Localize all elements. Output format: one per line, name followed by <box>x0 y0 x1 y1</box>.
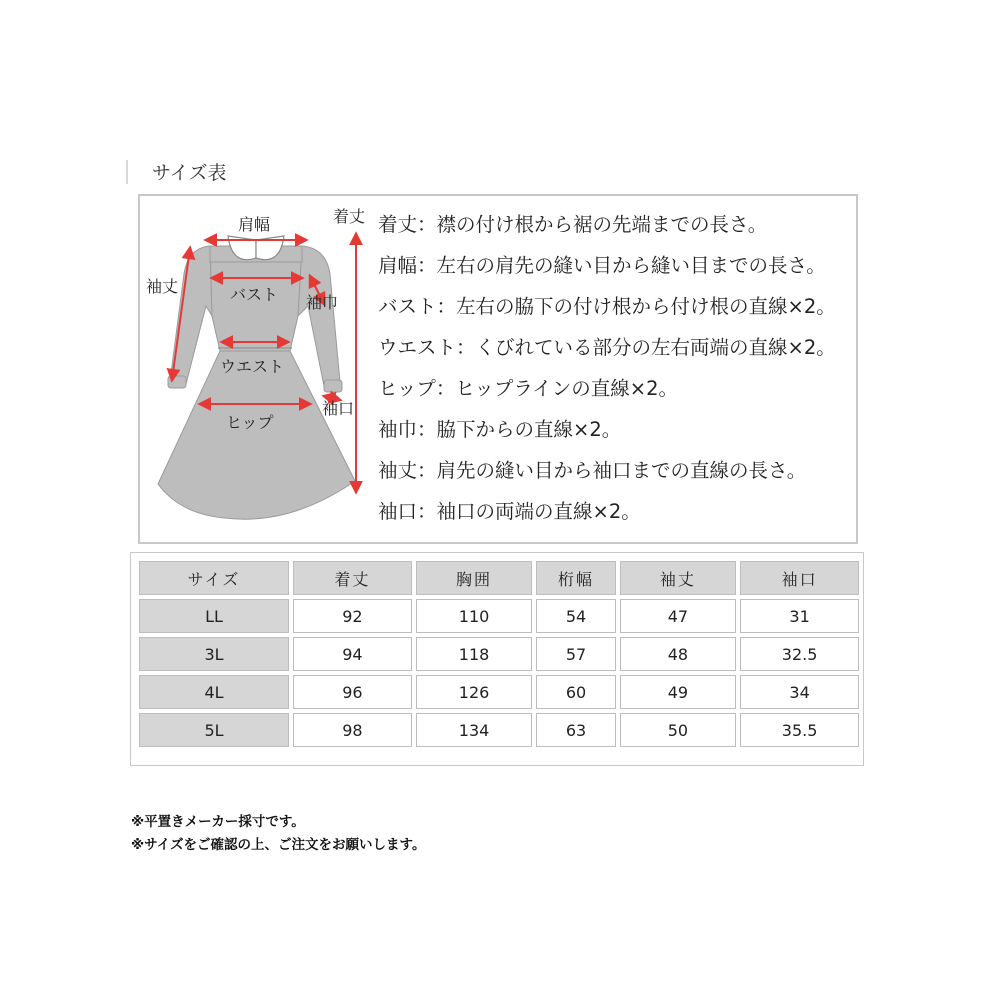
cell-chest: 134 <box>416 713 533 747</box>
label-sleeve-width: 袖巾 <box>306 293 339 312</box>
table-header-row <box>139 561 859 595</box>
label-length: 着丈 <box>333 207 366 226</box>
measurement-diagram-panel <box>138 194 858 544</box>
cell-length: 96 <box>293 675 412 709</box>
cell-sleeve-length: 49 <box>620 675 737 709</box>
desc-cuff: 袖口：袖口の両端の直線×2。 <box>378 500 641 523</box>
desc-sleeve-length: 袖丈：肩先の縫い目から袖口までの直線の長さ。 <box>378 459 807 482</box>
label-bust: バスト <box>230 285 279 304</box>
size-table <box>135 557 863 751</box>
cell-cuff: 35.5 <box>740 713 859 747</box>
desc-sleeve-width: 袖巾：脇下からの直線×2。 <box>378 418 622 441</box>
header-chest: 胸囲 <box>416 561 533 595</box>
cell-chest: 126 <box>416 675 533 709</box>
row-size: 3L <box>139 637 289 671</box>
section-title-marker <box>126 160 128 184</box>
cell-length: 94 <box>293 637 412 671</box>
desc-length: 着丈：襟の付け根から裾の先端までの長さ。 <box>378 213 768 236</box>
cell-cuff: 32.5 <box>740 637 859 671</box>
cell-yuki: 54 <box>536 599 615 633</box>
label-hip: ヒップ <box>226 413 274 432</box>
table-row <box>139 637 859 671</box>
cell-sleeve-length: 48 <box>620 637 737 671</box>
size-table-panel <box>130 552 864 766</box>
cell-length: 98 <box>293 713 412 747</box>
cell-length: 92 <box>293 599 412 633</box>
desc-shoulder: 肩幅：左右の肩先の縫い目から縫い目までの長さ。 <box>378 254 826 277</box>
cell-chest: 110 <box>416 599 533 633</box>
desc-bust: バスト：左右の脇下の付け根から付け根の直線×2。 <box>378 295 836 318</box>
desc-waist: ウエスト：くびれている部分の左右両端の直線×2。 <box>378 336 836 359</box>
cell-chest: 118 <box>416 637 533 671</box>
cell-yuki: 57 <box>536 637 615 671</box>
cell-sleeve-length: 47 <box>620 599 737 633</box>
dress-illustration <box>140 196 370 542</box>
measurement-descriptions <box>378 204 836 532</box>
label-sleeve-length: 袖丈 <box>146 277 179 296</box>
table-row <box>139 599 859 633</box>
table-row <box>139 713 859 747</box>
notes <box>131 811 425 857</box>
cell-cuff: 34 <box>740 675 859 709</box>
table-row <box>139 675 859 709</box>
header-yuki: 桁幅 <box>536 561 615 595</box>
cell-yuki: 63 <box>536 713 615 747</box>
note-confirm-size: ※サイズをご確認の上、ご注文をお願いします。 <box>131 837 426 853</box>
section-title: サイズ表 <box>152 162 227 184</box>
note-measurement: ※平置きメーカー採寸です。 <box>131 814 305 830</box>
cell-cuff: 31 <box>740 599 859 633</box>
row-size: LL <box>139 599 289 633</box>
label-waist: ウエスト <box>220 357 285 376</box>
label-shoulder: 肩幅 <box>238 215 271 234</box>
desc-hip: ヒップ：ヒップラインの直線×2。 <box>378 377 678 400</box>
header-size: サイズ <box>139 561 289 595</box>
label-cuff: 袖口 <box>322 399 355 418</box>
cell-sleeve-length: 50 <box>620 713 737 747</box>
header-sleeve-length: 袖丈 <box>620 561 737 595</box>
header-cuff: 袖口 <box>740 561 859 595</box>
header-length: 着丈 <box>293 561 412 595</box>
row-size: 5L <box>139 713 289 747</box>
row-size: 4L <box>139 675 289 709</box>
cell-yuki: 60 <box>536 675 615 709</box>
